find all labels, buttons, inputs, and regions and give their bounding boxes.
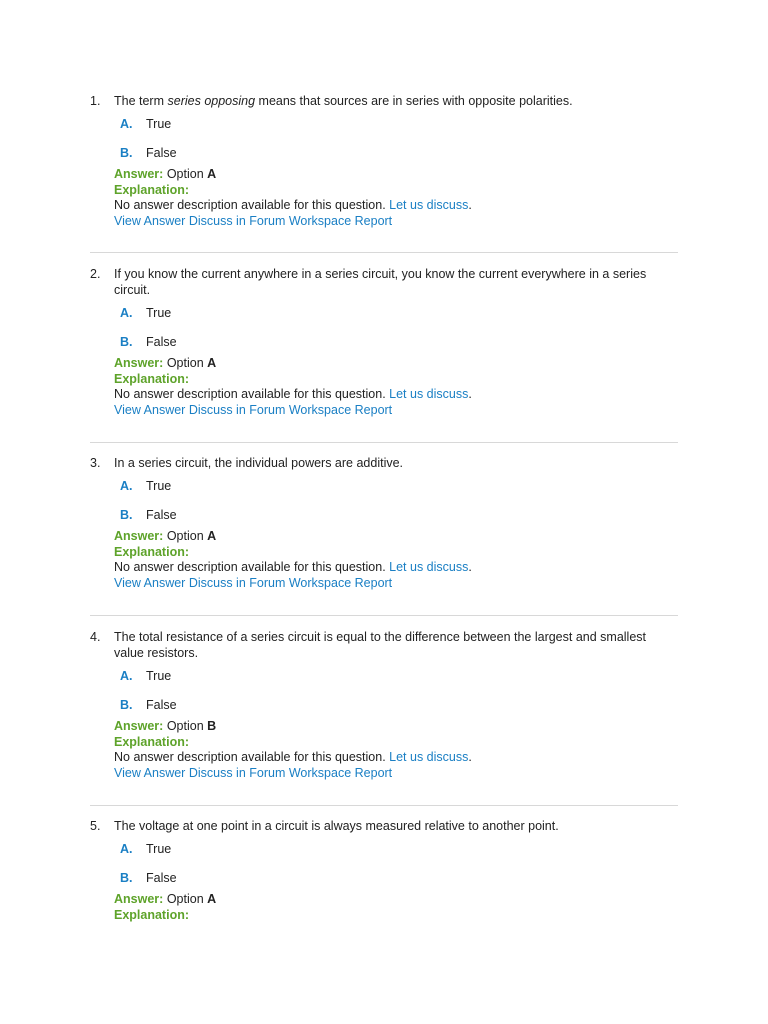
option-text: True <box>146 117 172 131</box>
explanation-suffix: . <box>468 750 472 764</box>
question-1 <box>90 93 678 229</box>
answer-prefix: Option <box>166 167 208 181</box>
option-a[interactable] <box>120 305 678 321</box>
question-text-part: In a series circuit, the individual powers are additive. <box>114 456 404 470</box>
explanation-label: Explanation: <box>114 907 190 922</box>
answer-line <box>114 529 678 545</box>
explanation-label: Explanation: <box>114 371 190 386</box>
view-answer-link[interactable]: View Answer <box>114 402 186 417</box>
report-link[interactable]: Report <box>354 575 393 590</box>
report-link[interactable]: Report <box>354 765 393 780</box>
answer-prefix: Option <box>166 356 208 370</box>
let-us-discuss-link[interactable]: Let us discuss <box>389 560 469 574</box>
question-number: 2. <box>90 267 101 281</box>
report-link[interactable]: Report <box>354 402 393 417</box>
answer-value: A <box>207 892 217 906</box>
explanation-label: Explanation: <box>114 544 190 559</box>
explanation-suffix: . <box>468 387 472 401</box>
question-text-part: If you know the current anywhere in a series circuit, you know the current everywhere in a series circuit. <box>114 267 647 297</box>
option-text: False <box>146 508 177 522</box>
answer-line <box>114 719 678 735</box>
answer-line <box>114 167 678 183</box>
let-us-discuss-link[interactable]: Let us discuss <box>389 750 469 764</box>
option-letter: A. <box>120 842 133 856</box>
option-text: False <box>146 146 177 160</box>
discuss-in-forum-link[interactable]: Discuss in Forum <box>188 213 286 228</box>
option-b[interactable] <box>120 697 678 713</box>
workspace-link[interactable]: Workspace <box>288 765 352 780</box>
explanation-line <box>114 750 678 766</box>
options-list <box>120 668 678 713</box>
option-letter: B. <box>120 698 133 712</box>
answer-line <box>114 892 678 908</box>
answer-block <box>90 529 678 591</box>
question-3 <box>90 455 678 591</box>
answer-block <box>90 719 678 781</box>
view-answer-link[interactable]: View Answer <box>114 575 186 590</box>
discuss-in-forum-link[interactable]: Discuss in Forum <box>188 575 286 590</box>
divider <box>90 805 678 806</box>
let-us-discuss-link[interactable]: Let us discuss <box>389 387 469 401</box>
question-text-part: The term <box>114 94 168 108</box>
workspace-link[interactable]: Workspace <box>288 213 352 228</box>
explanation-line <box>114 560 678 576</box>
divider <box>90 252 678 253</box>
answer-line <box>114 356 678 372</box>
divider <box>90 615 678 616</box>
option-text: False <box>146 871 177 885</box>
answer-value: A <box>207 356 217 370</box>
option-text: True <box>146 669 172 683</box>
option-text: True <box>146 479 172 493</box>
explanation-line <box>114 387 678 403</box>
discuss-in-forum-link[interactable]: Discuss in Forum <box>188 765 286 780</box>
question-text <box>90 629 678 661</box>
explanation-line <box>114 198 678 214</box>
option-letter: B. <box>120 871 133 885</box>
answer-label: Answer: <box>114 892 164 906</box>
answer-label: Answer: <box>114 529 164 543</box>
option-letter: A. <box>120 117 133 131</box>
workspace-link[interactable]: Workspace <box>288 402 352 417</box>
question-text <box>90 266 678 298</box>
action-links <box>114 576 678 592</box>
answer-value: B <box>207 719 217 733</box>
answer-label: Answer: <box>114 167 164 181</box>
options-list <box>120 841 678 886</box>
option-letter: A. <box>120 669 133 683</box>
option-letter: A. <box>120 306 133 320</box>
option-b[interactable] <box>120 870 678 886</box>
question-text-part: The voltage at one point in a circuit is always measured relative to another point. <box>114 819 559 833</box>
explanation-text: No answer description available for this question. <box>114 387 390 401</box>
explanation-suffix: . <box>468 198 472 212</box>
option-letter: B. <box>120 508 133 522</box>
discuss-in-forum-link[interactable]: Discuss in Forum <box>188 402 286 417</box>
action-links <box>114 766 678 782</box>
options-list <box>120 305 678 350</box>
answer-value: A <box>207 529 217 543</box>
option-a[interactable] <box>120 668 678 684</box>
option-text: True <box>146 842 172 856</box>
answer-prefix: Option <box>166 529 208 543</box>
question-text-part: The total resistance of a series circuit is equal to the difference between the largest and smallest value resistors. <box>114 630 647 660</box>
option-letter: B. <box>120 335 133 349</box>
option-letter: B. <box>120 146 133 160</box>
option-b[interactable] <box>120 334 678 350</box>
question-number: 3. <box>90 456 101 470</box>
option-a[interactable] <box>120 116 678 132</box>
option-a[interactable] <box>120 478 678 494</box>
question-text <box>90 455 678 471</box>
report-link[interactable]: Report <box>354 213 393 228</box>
explanation-text: No answer description available for this question. <box>114 198 390 212</box>
answer-label: Answer: <box>114 356 164 370</box>
question-text <box>90 818 678 834</box>
answer-value: A <box>207 167 217 181</box>
question-number: 1. <box>90 94 101 108</box>
question-text <box>90 93 678 109</box>
workspace-link[interactable]: Workspace <box>288 575 352 590</box>
question-number: 4. <box>90 630 101 644</box>
explanation-label: Explanation: <box>114 734 190 749</box>
question-4 <box>90 629 678 781</box>
options-list <box>120 478 678 523</box>
explanation-suffix: . <box>468 560 472 574</box>
explanation-text: No answer description available for this question. <box>114 750 390 764</box>
action-links <box>114 403 678 419</box>
option-text: False <box>146 698 177 712</box>
divider <box>90 442 678 443</box>
option-text: False <box>146 335 177 349</box>
option-text: True <box>146 306 172 320</box>
answer-block <box>90 167 678 229</box>
let-us-discuss-link[interactable]: Let us discuss <box>389 198 469 212</box>
option-a[interactable] <box>120 841 678 857</box>
answer-prefix: Option <box>166 892 208 906</box>
option-b[interactable] <box>120 507 678 523</box>
view-answer-link[interactable]: View Answer <box>114 765 186 780</box>
answer-block <box>90 356 678 418</box>
option-b[interactable] <box>120 145 678 161</box>
explanation-label: Explanation: <box>114 182 190 197</box>
answer-block <box>90 892 678 923</box>
option-letter: A. <box>120 479 133 493</box>
action-links <box>114 214 678 230</box>
question-text-italic: series opposing <box>167 94 256 108</box>
explanation-text: No answer description available for this question. <box>114 560 390 574</box>
answer-label: Answer: <box>114 719 164 733</box>
options-list <box>120 116 678 161</box>
question-5 <box>90 818 678 923</box>
question-number: 5. <box>90 819 101 833</box>
answer-prefix: Option <box>166 719 208 733</box>
question-text-part: means that sources are in series with opposite polarities. <box>255 94 573 108</box>
question-2 <box>90 266 678 418</box>
view-answer-link[interactable]: View Answer <box>114 213 186 228</box>
